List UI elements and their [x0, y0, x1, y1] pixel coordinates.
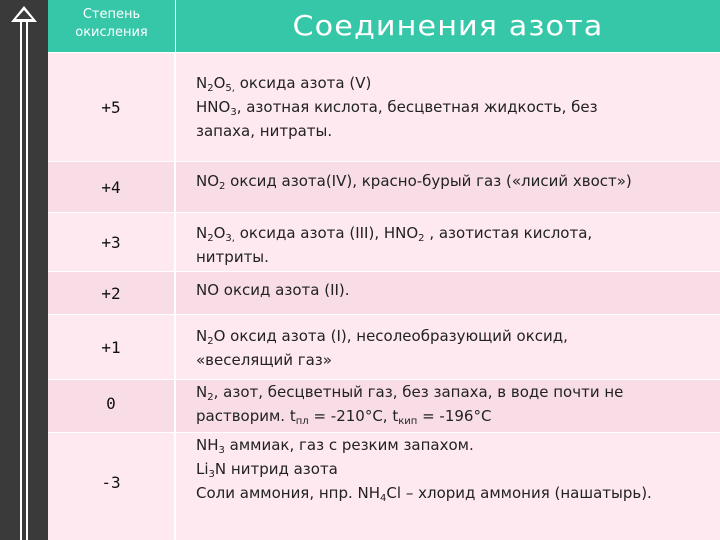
- subscript-text: 4: [380, 493, 387, 504]
- text-fragment: аммиак, газ с резким запахом.: [224, 436, 474, 454]
- subscript-text: 3: [230, 107, 237, 118]
- description-line: [196, 71, 714, 95]
- text-fragment: запаха, нитраты.: [196, 122, 333, 140]
- compound-description-cell: [176, 315, 720, 379]
- text-fragment: N нитрид азота: [214, 460, 338, 478]
- oxidation-state-cell: -3: [48, 433, 175, 540]
- compound-description-cell: [176, 380, 720, 432]
- compound-description-cell: [176, 213, 720, 271]
- table-row: [48, 433, 720, 540]
- table-row: [48, 53, 720, 161]
- oxidation-state-header: [48, 0, 175, 52]
- description-line: [196, 404, 714, 428]
- text-fragment: NO: [196, 172, 220, 190]
- compound-description-cell: [176, 53, 720, 161]
- header-line-1: Степень: [82, 7, 141, 22]
- description-line: [196, 245, 714, 269]
- table-row: [48, 315, 720, 379]
- subscript-text: 5,: [225, 83, 235, 94]
- description-line: [196, 433, 714, 457]
- table-row: [48, 272, 720, 314]
- text-fragment: , азот, бесцветный газ, без запаха, в воде почти не: [213, 383, 624, 401]
- text-fragment: N: [196, 74, 208, 92]
- text-fragment: оксида азота (V): [234, 74, 372, 92]
- oxidation-state-cell: +2: [48, 272, 175, 314]
- description-line: [196, 95, 714, 119]
- table-row: [48, 213, 720, 271]
- text-fragment: = -210°C, t: [308, 407, 399, 425]
- subscript-text: 2: [207, 336, 214, 347]
- subscript-text: 2: [207, 233, 214, 244]
- text-fragment: Соли аммония, нпр. NH: [196, 484, 381, 502]
- compound-description-cell: [176, 433, 720, 540]
- description-line: [196, 119, 714, 143]
- subscript-text: 3: [218, 445, 225, 456]
- oxidation-arrow-column: [0, 0, 48, 540]
- subscript-text: пл: [295, 416, 309, 427]
- oxidation-state-cell: +3: [48, 213, 175, 271]
- description-line: [196, 221, 714, 245]
- text-fragment: растворим. t: [196, 407, 296, 425]
- text-fragment: Cl – хлорид аммония (нашатырь).: [386, 484, 652, 502]
- text-fragment: Li: [196, 460, 209, 478]
- subscript-text: 2: [418, 233, 425, 244]
- nitrogen-compounds-table: [48, 53, 720, 540]
- text-fragment: = -196°C: [417, 407, 492, 425]
- text-fragment: нитриты.: [196, 248, 269, 266]
- table-row: [48, 380, 720, 432]
- text-fragment: O: [213, 74, 226, 92]
- text-fragment: O оксид азота (I), несолеобразующий оксид,: [213, 327, 568, 345]
- text-fragment: O: [213, 224, 226, 242]
- subscript-text: 2: [207, 83, 214, 94]
- subscript-text: 3,: [225, 233, 235, 244]
- title-text: Соединения азота: [292, 9, 604, 42]
- text-fragment: HNO: [196, 98, 231, 116]
- oxidation-state-cell: +5: [48, 53, 175, 161]
- description-line: [196, 457, 714, 481]
- subscript-text: 2: [207, 392, 214, 403]
- text-fragment: N: [196, 224, 208, 242]
- page-title: [176, 0, 720, 52]
- compound-description-cell: [176, 162, 720, 212]
- description-line: [196, 169, 714, 193]
- text-fragment: оксида азота (III), HNO: [234, 224, 419, 242]
- oxidation-state-cell: 0: [48, 380, 175, 432]
- text-fragment: , азотистая кислота,: [424, 224, 593, 242]
- subscript-text: 3: [208, 469, 215, 480]
- description-line: [196, 324, 714, 348]
- table-row: [48, 162, 720, 212]
- subscript-text: кип: [398, 416, 418, 427]
- oxidation-state-cell: +1: [48, 315, 175, 379]
- text-fragment: NH: [196, 436, 219, 454]
- text-fragment: N: [196, 327, 208, 345]
- description-line: [196, 481, 714, 505]
- description-line: [196, 278, 714, 302]
- oxidation-state-cell: +4: [48, 162, 175, 212]
- text-fragment: , азотная кислота, бесцветная жидкость, без: [236, 98, 598, 116]
- compound-description-cell: [176, 272, 720, 314]
- text-fragment: NO оксид азота (II).: [196, 281, 350, 299]
- header-line-2: окисления: [75, 25, 148, 40]
- text-fragment: N: [196, 383, 208, 401]
- description-line: [196, 348, 714, 372]
- text-fragment: «веселящий газ»: [196, 351, 332, 369]
- description-line: [196, 380, 714, 404]
- subscript-text: 2: [219, 181, 226, 192]
- up-arrow-icon: [0, 0, 48, 540]
- text-fragment: оксид азота(IV), красно-бурый газ («лисий хвост»): [225, 172, 632, 190]
